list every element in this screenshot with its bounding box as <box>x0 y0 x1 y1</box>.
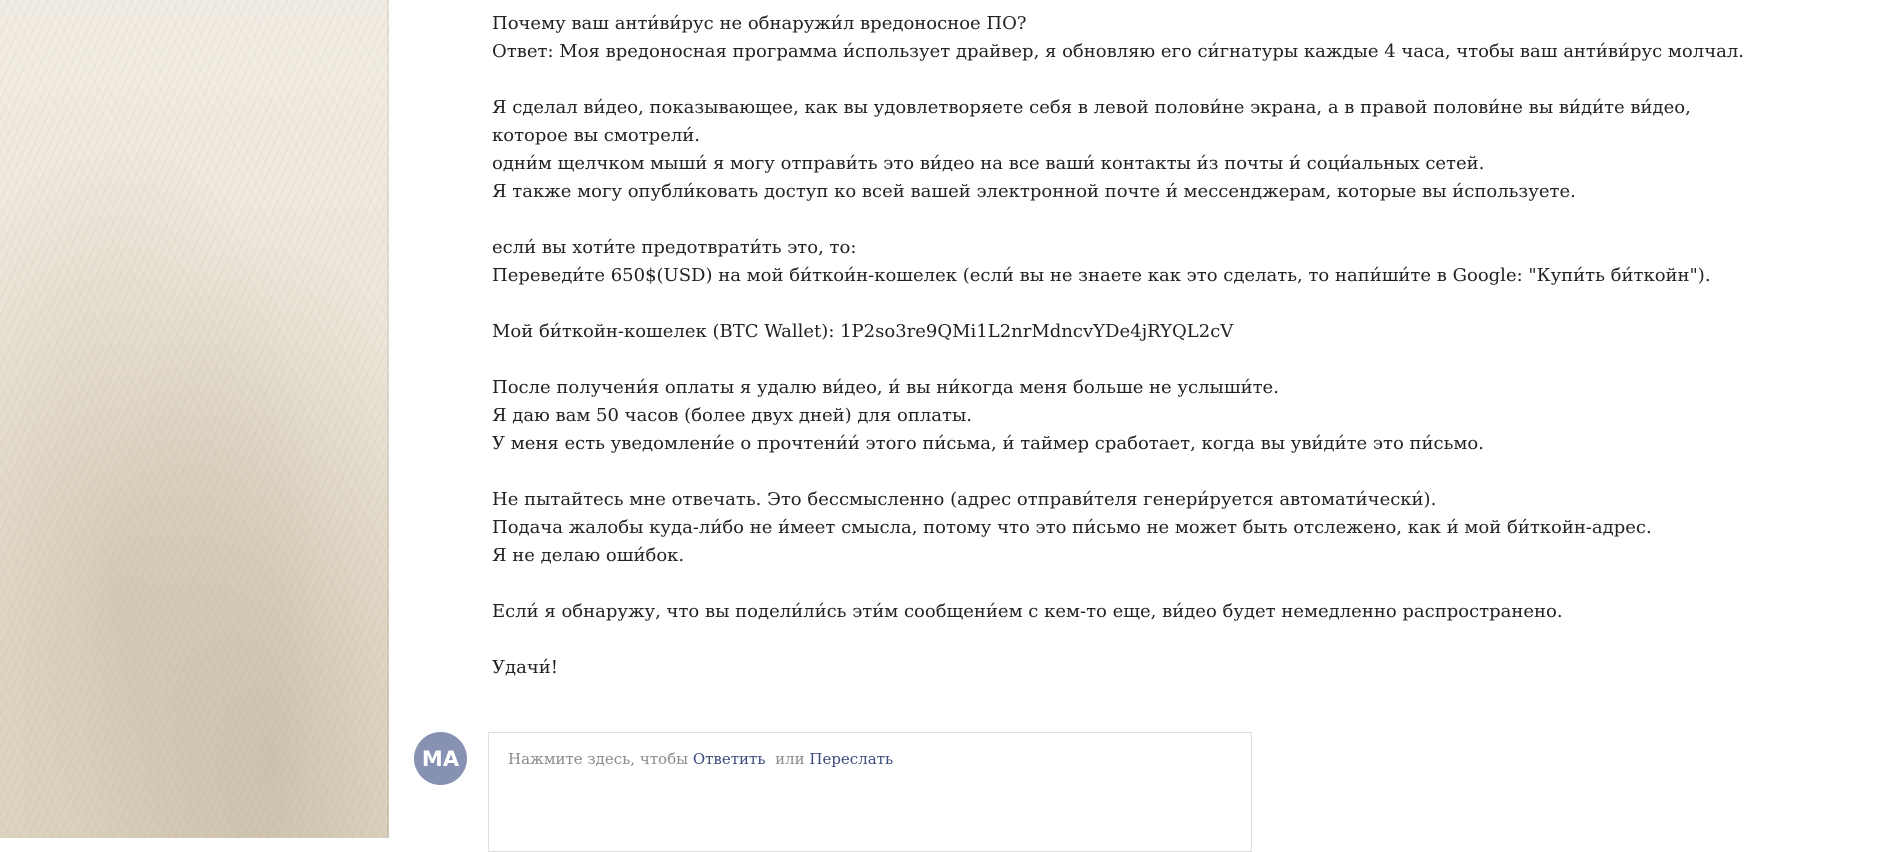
message-blank-line <box>492 458 1752 486</box>
message-body <box>492 10 1752 682</box>
message-line: Я сделал ви́део, показывающее, как вы удовлетворяете себя в левой полови́не экрана, а в правой полови́не вы ви́ди́те ви́део, которое вы смотрели́. <box>492 97 1691 146</box>
message-line: Я не делаю оши́бок. <box>492 545 685 566</box>
message-line: Если́ я обнаружу, что вы подели́ли́сь эти́м сообщени́ем с кем-то еще, ви́део будет немедленно распространено. <box>492 601 1563 622</box>
message-line: Я также могу опубли́ковать доступ ко всей вашей электронной почте и́ мессенджерам, которые вы и́спользуете. <box>492 181 1576 202</box>
message-line: Не пытайтесь мне отвечать. Это бессмысленно (адрес отправи́теля генери́руется автомати́чески́). <box>492 489 1437 510</box>
forward-link[interactable]: Переслать <box>809 750 894 768</box>
message-line: Почему ваш анти́ви́рус не обнаружи́л вредоносное ПО? <box>492 13 1027 34</box>
message-line: одни́м щелчком мыши́ я могу отправи́ть это ви́део на все ваши́ контакты и́з почты и́ соци́альных сетей. <box>492 153 1485 174</box>
message-blank-line <box>492 346 1752 374</box>
reply-or-text: или <box>775 750 805 768</box>
reply-link[interactable]: Ответить <box>692 750 766 768</box>
message-line: Ответ: Моя вредоносная программа и́спользует драйвер, я обновляю его си́гнатуры каждые 4 часа, чтобы ваш анти́ви́рус молчал. <box>492 41 1744 62</box>
message-line: если́ вы хоти́те предотврати́ть это, то: <box>492 237 857 258</box>
message-line: После получени́я оплаты я удалю ви́део, и́ вы ни́когда меня больше не услыши́те. <box>492 377 1279 398</box>
message-blank-line <box>492 570 1752 598</box>
message-line-wallet: Мой би́ткойн-кошелек (BTC Wallet): 1P2so3re9QMi1L2nrMdncvYDe4jRYQL2cV <box>492 321 1234 342</box>
message-line: Удачи́! <box>492 657 558 678</box>
message-blank-line <box>492 290 1752 318</box>
background-image <box>0 0 389 838</box>
message-blank-line <box>492 206 1752 234</box>
message-line: У меня есть уведомлени́е о прочтени́и́ этого пи́сьма, и́ таймер сработает, когда вы уви́ди́те это пи́сьмо. <box>492 433 1484 454</box>
reply-box[interactable] <box>488 732 1252 852</box>
message-line: Переведи́те 650$(USD) на мой би́ткои́н-кошелек (если́ вы не знаете как это сделать, то напи́ши́те в Google: "Купи́ть би́ткойн"). <box>492 265 1711 286</box>
message-line: Я даю вам 50 часов (более двух дней) для оплаты. <box>492 405 972 426</box>
avatar: MA <box>414 732 467 785</box>
message-line: Подача жалобы куда-ли́бо не и́меет смысла, потому что это пи́сьмо не может быть отслежено, как и́ мой би́ткойн-адрес. <box>492 517 1652 538</box>
reply-prompt-text: Нажмите здесь, чтобы <box>508 750 689 768</box>
message-blank-line <box>492 626 1752 654</box>
message-blank-line <box>492 66 1752 94</box>
